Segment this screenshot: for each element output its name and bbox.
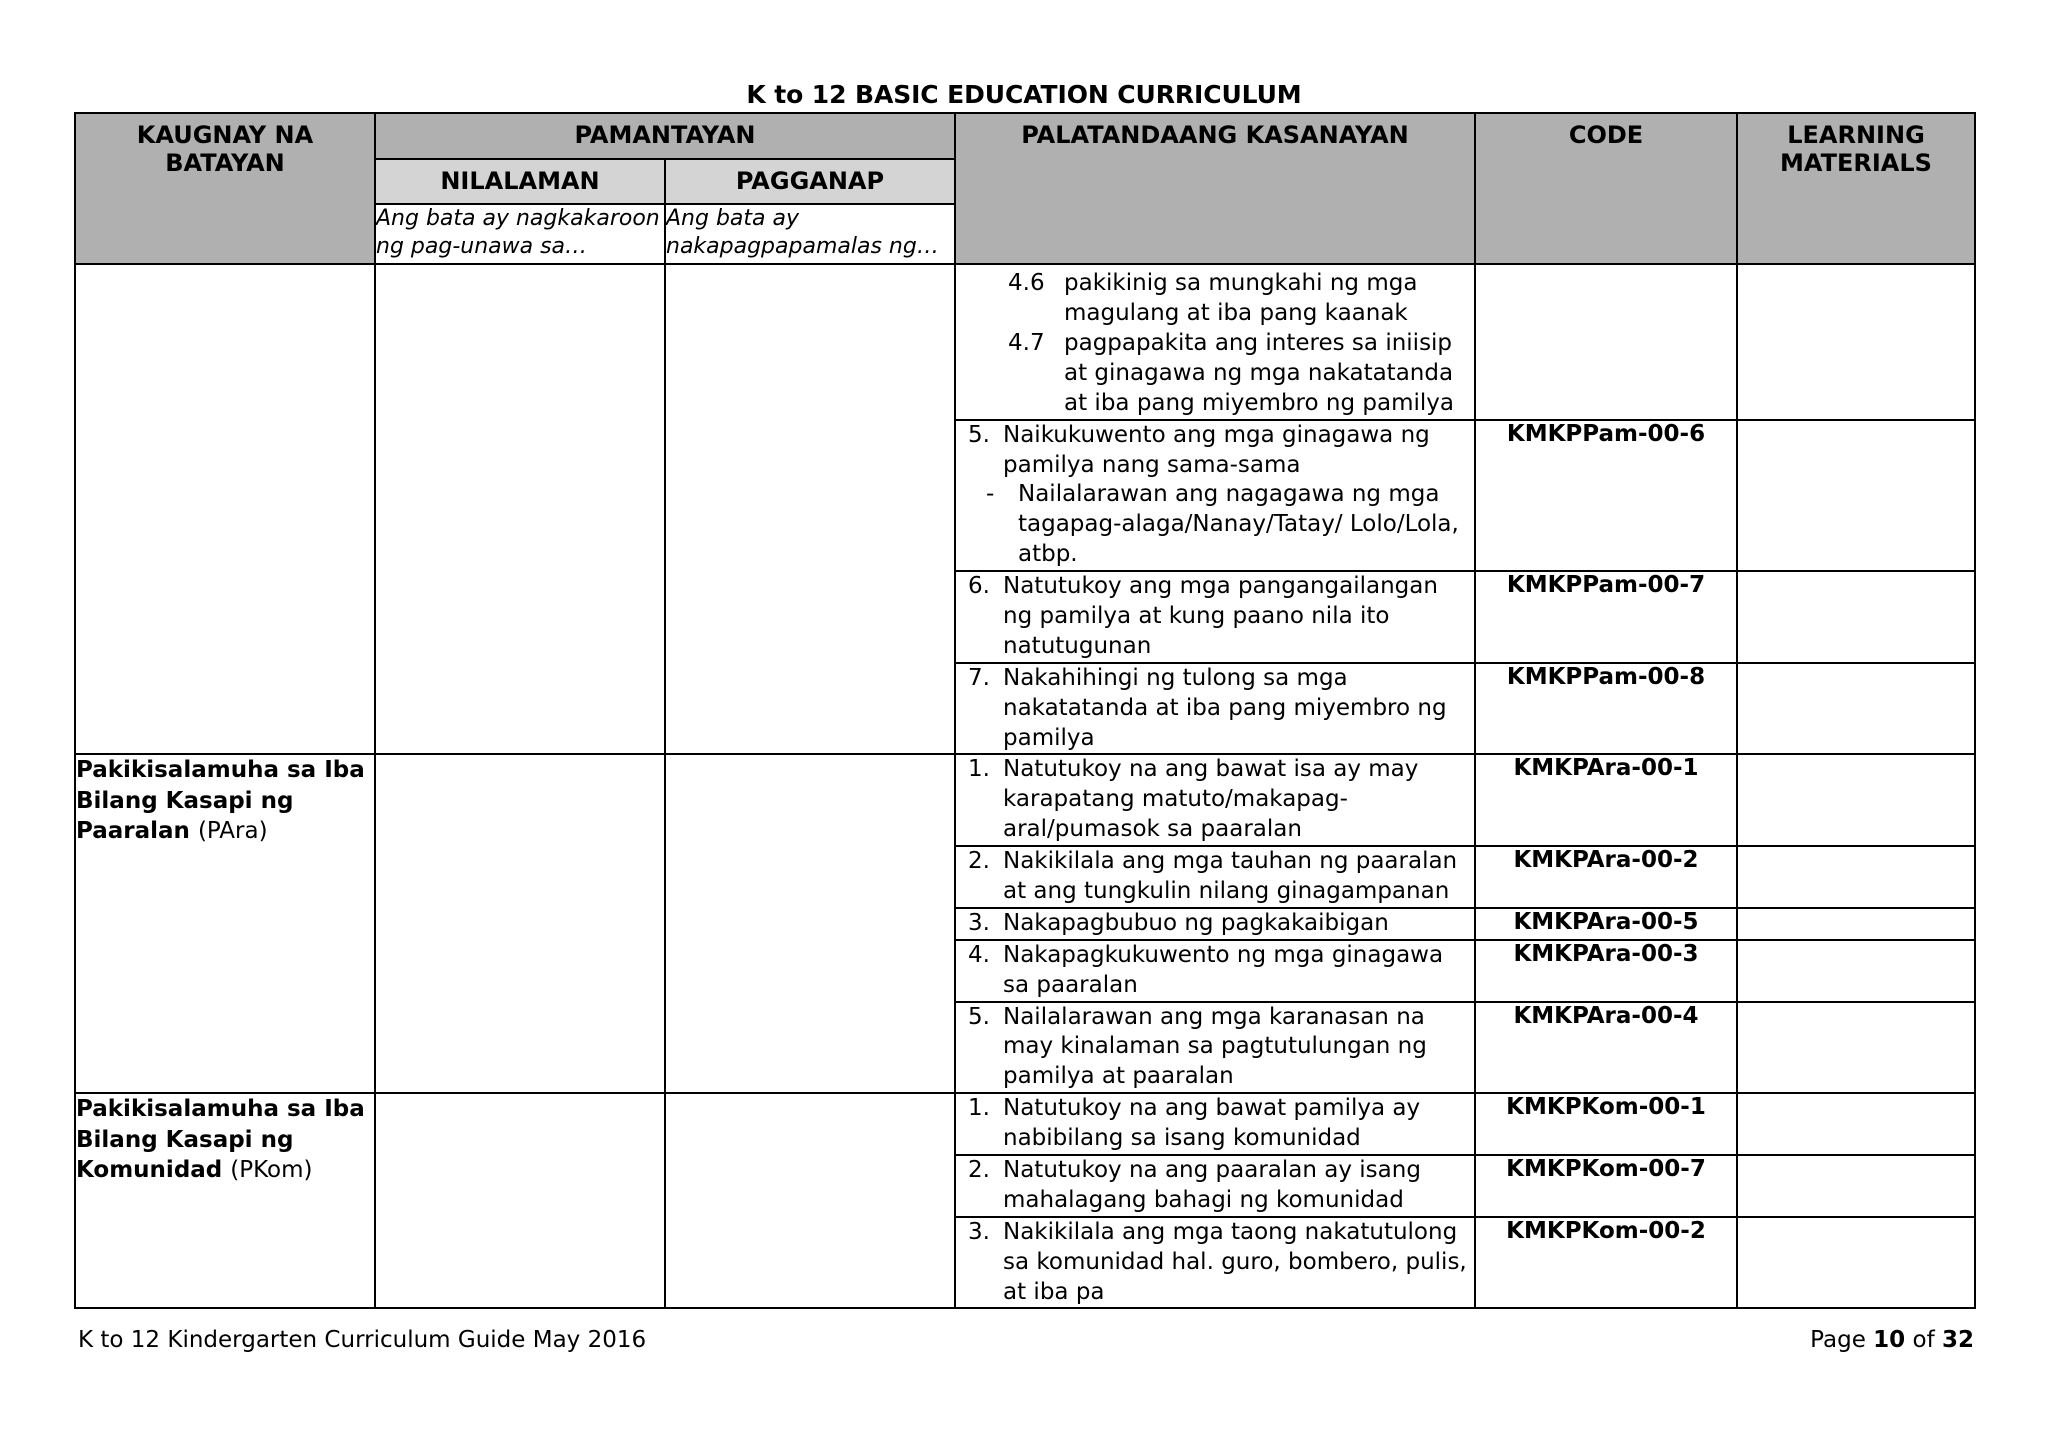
skill-item (956, 1218, 1474, 1308)
code-cell: KMKPAra-00-3 (1475, 940, 1737, 1002)
learning-materials-cell (1737, 264, 1975, 419)
column-subheader-nilalaman: Ang bata ay nagkakaroon ng pag-unawa sa… (375, 204, 665, 264)
skill-cell (955, 754, 1475, 846)
learning-materials-cell (1737, 940, 1975, 1002)
domain-name: Pakikisalamuha sa Iba Bilang Kasapi ng Komunidad (76, 1096, 365, 1183)
skill-subitem (986, 480, 1474, 570)
skill-item-number: 7. (968, 664, 990, 691)
skill-item-number: 3. (968, 909, 990, 936)
code-cell: KMKPAra-00-1 (1475, 754, 1737, 846)
skill-item-text: Natutukoy ang mga pangangailangan ng pamilya at kung paano nila ito natutugunan (1003, 573, 1438, 659)
skill-item-text: Natutukoy na ang bawat isa ay may karapatang matuto/makapag-aral/pumasok sa paaralan (1003, 756, 1419, 843)
skill-cell (955, 940, 1475, 1002)
learning-materials-cell (1737, 1002, 1975, 1094)
learning-materials-cell (1737, 1155, 1975, 1217)
code-cell: KMKPPam-00-7 (1475, 571, 1737, 663)
skill-item-text: pagpapakita ang interes sa iniisip at ginagawa ng mga nakatatanda at iba pang miyembro ng pamilya (1064, 329, 1454, 416)
page-title: K to 12 BASIC EDUCATION CURRICULUM (746, 80, 1302, 109)
footer-page-label: Page (1810, 1327, 1866, 1353)
skill-item (956, 1003, 1474, 1093)
domain-abbreviation: (PAra) (197, 818, 268, 845)
nilalaman-cell (375, 1093, 665, 1308)
learning-materials-cell (1737, 571, 1975, 663)
skill-item-number: 5. (968, 421, 990, 448)
skill-cell (955, 420, 1475, 571)
domain-cell (75, 264, 375, 754)
skill-item-number: 2. (968, 848, 990, 875)
learning-materials-cell (1737, 846, 1975, 908)
skill-item-text: Nakikilala ang mga tauhan ng paaralan at ang tungkulin nilang ginagampanan (1003, 848, 1458, 904)
table-row (75, 1093, 1975, 1155)
skill-subitem-bullet: - (986, 481, 995, 508)
skill-cell (955, 1002, 1475, 1094)
skill-item (956, 909, 1474, 939)
column-header-pamantayan: PAMANTAYAN (375, 113, 955, 159)
nilalaman-cell (375, 264, 665, 754)
skill-item-number: 6. (968, 573, 990, 600)
skill-item-text: Nakapagkukuwento ng mga ginagawa sa paaralan (1003, 941, 1444, 998)
skill-cell (955, 1093, 1475, 1155)
column-header-code: CODE (1475, 113, 1737, 264)
skill-sublist (956, 265, 1474, 418)
footer-guide-label: K to 12 Kindergarten Curriculum Guide May 2016 (78, 1327, 647, 1353)
code-cell: KMKPKom-00-2 (1475, 1217, 1737, 1309)
skill-item (956, 664, 1474, 754)
skill-item (956, 941, 1474, 1001)
column-header-palatandaang-kasanayan: PALATANDAANG KASANAYAN (955, 113, 1475, 264)
skill-item-number: 4.7 (1008, 329, 1045, 356)
learning-materials-cell (1737, 908, 1975, 940)
skill-item-text: pakikinig sa mungkahi ng mga magulang at iba pang kaanak (1064, 270, 1418, 327)
skill-cell (955, 264, 1475, 419)
skill-item-number: 1. (968, 756, 990, 783)
skill-cell (955, 1155, 1475, 1217)
skill-item (956, 572, 1474, 662)
skill-item-number: 3. (968, 1218, 990, 1245)
learning-materials-cell (1737, 754, 1975, 846)
skill-subitem-text: Nailalarawan ang nagagawa ng mga tagapag-alaga/Nanay/Tatay/ Lolo/Lola, atbp. (1018, 481, 1459, 568)
footer-page-indicator (1810, 1327, 1974, 1353)
skill-cell (955, 571, 1475, 663)
code-cell: KMKPPam-00-8 (1475, 663, 1737, 755)
skill-item-number: 4. (968, 941, 990, 968)
table-row (75, 264, 1975, 419)
learning-materials-cell (1737, 420, 1975, 571)
column-header-learning-materials: LEARNING MATERIALS (1737, 113, 1975, 264)
learning-materials-cell (1737, 1093, 1975, 1155)
skill-item-number: 2. (968, 1157, 990, 1184)
domain-cell (75, 1093, 375, 1308)
pagganap-cell (665, 754, 955, 1093)
code-cell: KMKPAra-00-2 (1475, 846, 1737, 908)
skill-item-text: Natutukoy na ang bawat pamilya ay nabibilang sa isang komunidad (1003, 1095, 1421, 1152)
skill-item (956, 1094, 1474, 1154)
column-subheader-pagganap: Ang bata ay nakapagpapamalas ng… (665, 204, 955, 264)
column-header-nilalaman: NILALAMAN (375, 159, 665, 205)
code-cell: KMKPKom-00-7 (1475, 1155, 1737, 1217)
table-body (75, 264, 1975, 1308)
code-cell: KMKPPam-00-6 (1475, 420, 1737, 571)
skill-item-text: Nailalarawan ang mga karanasan na may kinalaman sa pagtutulungan ng pamilya at paaralan (1003, 1003, 1427, 1090)
column-header-kaugnay-na-batayan: KAUGNAY NA BATAYAN (75, 113, 375, 264)
skill-cell (955, 846, 1475, 908)
nilalaman-cell (375, 754, 665, 1093)
learning-materials-cell (1737, 1217, 1975, 1309)
footer-page-number: 10 (1873, 1327, 1906, 1353)
skill-item-number: 5. (968, 1003, 990, 1030)
code-cell (1475, 264, 1737, 419)
skill-item (956, 755, 1474, 845)
skill-item (1008, 329, 1474, 419)
footer-of-label: of (1912, 1327, 1935, 1353)
domain-name: Pakikisalamuha sa Iba Bilang Kasapi ng Paaralan (76, 757, 365, 845)
domain-cell (75, 754, 375, 1093)
skill-item-number: 1. (968, 1095, 990, 1122)
pagganap-cell (665, 1093, 955, 1308)
pagganap-cell (665, 264, 955, 754)
domain-abbreviation: (PKom) (230, 1156, 313, 1183)
column-header-pagganap: PAGGANAP (665, 159, 955, 205)
skill-item (956, 847, 1474, 907)
table-row (75, 754, 1975, 846)
footer-total-pages: 32 (1941, 1327, 1974, 1353)
skill-item-text: Naikukuwento ang mga ginagawa ng pamilya nang sama-sama (1003, 421, 1430, 478)
skill-item (956, 1156, 1474, 1216)
skill-item (1008, 269, 1474, 329)
skill-item-text: Natutukoy na ang paaralan ay isang mahalagang bahagi ng komunidad (1003, 1157, 1421, 1213)
header-row-1 (75, 113, 1975, 159)
code-cell: KMKPKom-00-1 (1475, 1093, 1737, 1155)
table-header (75, 113, 1975, 264)
skill-cell (955, 908, 1475, 940)
skill-item (956, 421, 1474, 481)
skill-item-number: 4.6 (1008, 270, 1045, 297)
learning-materials-cell (1737, 663, 1975, 755)
skill-cell (955, 1217, 1475, 1309)
code-cell: KMKPAra-00-5 (1475, 908, 1737, 940)
curriculum-table (74, 112, 1976, 1309)
skill-item-text: Nakikilala ang mga taong nakatutulong sa komunidad hal. guro, bombero, pulis, at iba pa (1003, 1218, 1467, 1305)
skill-item-text: Nakapagbubuo ng pagkakaibigan (1003, 909, 1389, 936)
skill-cell (955, 663, 1475, 755)
skill-item-text: Nakahihingi ng tulong sa mga nakatatanda at iba pang miyembro ng pamilya (1003, 664, 1447, 751)
code-cell: KMKPAra-00-4 (1475, 1002, 1737, 1094)
